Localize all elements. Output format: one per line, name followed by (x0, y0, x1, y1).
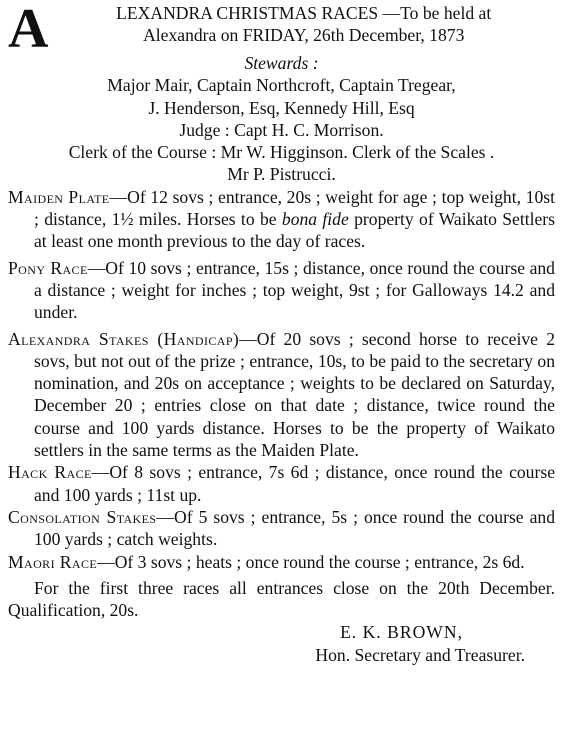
stewards-line-1: Major Mair, Captain Northcroft, Captain Tregear, (107, 75, 456, 96)
race-details-italic: bona fide (281, 209, 349, 230)
race-name: Hack Race (8, 462, 92, 483)
signature-name: E. K. BROWN, (340, 622, 463, 643)
headline-line-2: Alexandra on FRIDAY, 26th December, 1873 (143, 25, 465, 46)
race-maori (8, 551, 555, 573)
race-name: Maiden Plate (8, 186, 110, 207)
race-name: Consolation Stakes (8, 506, 157, 527)
headline-line-1: LEXANDRA CHRISTMAS RACES —To be held at (116, 3, 492, 23)
race-alexandra-stakes (8, 328, 555, 462)
race-details: —Of 3 sovs ; heats ; once round the course ; entrance, 2s 6d. (97, 551, 525, 572)
race-details: —Of 8 sovs ; entrance, 7s 6d ; distance, once round the course and 100 yards ; 11st up. (34, 462, 555, 505)
clerk-line-2: Mr P. Pistrucci. (227, 164, 336, 185)
race-maiden-plate (8, 186, 555, 253)
clerk-line-1: Clerk of the Course : Mr W. Higginson. Clerk of the Scales . (68, 142, 495, 163)
race-pony (8, 257, 555, 324)
closing-notice: For the first three races all entrances close on the 20th December. Qualification, 20s. (8, 577, 555, 621)
race-details: —Of 5 sovs ; entrance, 5s ; once round the course and 100 yards ; catch weights. (34, 506, 556, 550)
race-name: Maori Race (8, 551, 98, 572)
race-name: Pony Race (8, 257, 88, 278)
race-name: Alexandra Stakes (Handicap) (8, 328, 240, 349)
race-details: —Of 20 sovs ; second horse to receive 2 sovs, but not out of the prize ; entrance, 10s, to be paid to the secretary on nomination, and 20s on acceptance ; weights to be declared on Saturday, December 20 ; entries close on that date ; distance, twice round the course and 100 yards distance. Horses to be the property of Waikato settlers in the same terms as the Maiden Plate. (34, 328, 555, 461)
judge-line: Judge : Capt H. C. Morrison. (179, 119, 384, 140)
stewards-label: Stewards : (244, 53, 319, 73)
stewards-line-2: J. Henderson, Esq, Kennedy Hill, Esq (148, 97, 415, 118)
race-hack (8, 461, 555, 506)
headline (8, 0, 555, 60)
race-details: —Of 12 sovs ; entrance, 20s ; weight for age ; top weight, 10st ; distance, 1½ miles. Horses to be (34, 186, 555, 230)
race-details-continued: property of Waikato Settlers at least one month previous to the day of races. (34, 209, 556, 252)
drop-cap: A (8, 0, 49, 60)
race-details: —Of 10 sovs ; entrance, 15s ; distance, once round the course and a distance ; weight for inches ; top weight, 9st ; for Galloways 14.2 and under. (34, 257, 555, 323)
signature-title: Hon. Secretary and Treasurer. (315, 644, 525, 665)
race-consolation-stakes (8, 506, 555, 551)
